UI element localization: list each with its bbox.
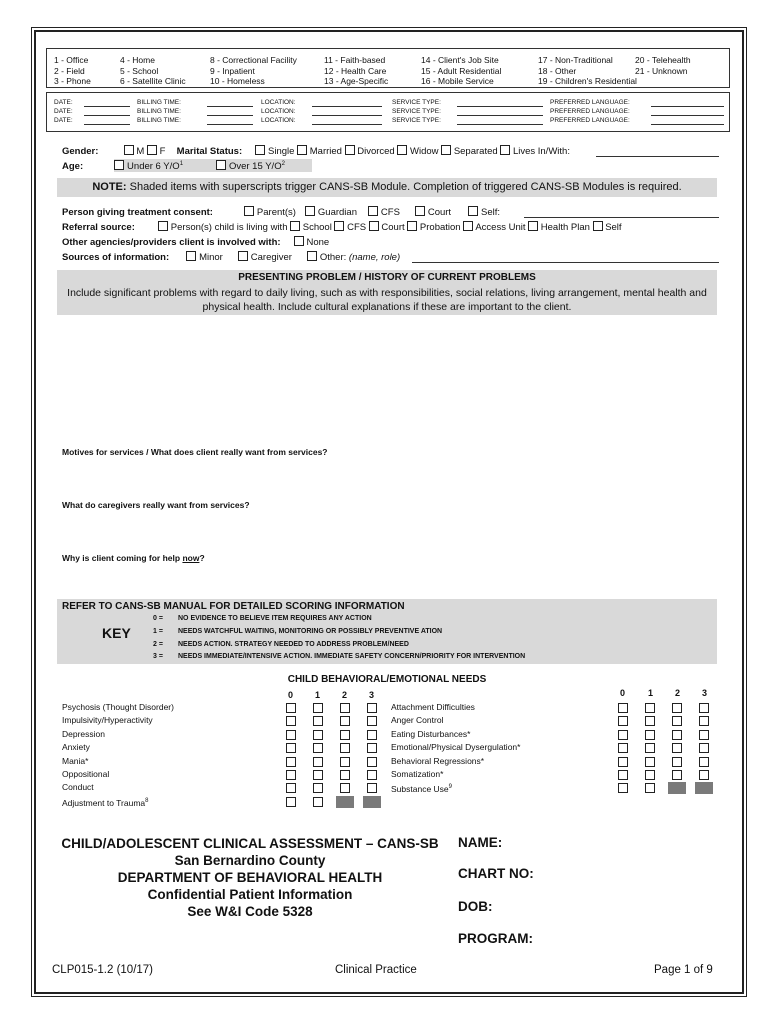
score-checkbox[interactable]	[672, 703, 682, 713]
score-checkbox[interactable]	[618, 770, 628, 780]
referral-health-plan-checkbox[interactable]	[528, 221, 538, 231]
dob-label: DOB:	[458, 899, 493, 914]
score-checkbox[interactable]	[367, 730, 377, 740]
score-cell-disabled	[668, 782, 686, 794]
need-item: Oppositional	[62, 769, 110, 780]
score-checkbox[interactable]	[286, 730, 296, 740]
consent-row: Person giving treatment consent: Parent(s) Guardian CFS Court Self:	[62, 207, 501, 218]
score-header-2-right: 2	[675, 688, 681, 698]
referral-court-checkbox[interactable]	[369, 221, 379, 231]
county-name: San Bernardino County	[174, 853, 326, 868]
sources-other-field[interactable]	[412, 262, 719, 263]
chart-no-label: CHART NO:	[458, 866, 534, 881]
need-item: Conduct	[62, 782, 94, 793]
location-codes-box	[46, 48, 730, 88]
score-checkbox[interactable]	[367, 757, 377, 767]
visit-row: DATE: BILLING TIME: LOCATION: SERVICE TYPE: PREFERRED LANGUAGE:	[54, 108, 724, 117]
codes-col-7: 20 - Telehealth 21 - Unknown	[635, 55, 691, 76]
need-item: Impulsivity/Hyperactivity	[62, 715, 153, 726]
consent-cfs-checkbox[interactable]	[368, 206, 378, 216]
score-checkbox[interactable]	[618, 757, 628, 767]
score-checkbox[interactable]	[286, 743, 296, 753]
score-checkbox[interactable]	[672, 743, 682, 753]
source-caregiver-checkbox[interactable]	[238, 251, 248, 261]
lives-with-checkbox[interactable]	[500, 145, 510, 155]
score-checkbox[interactable]	[367, 716, 377, 726]
over-15-checkbox[interactable]	[216, 160, 226, 170]
department-name: DEPARTMENT OF BEHAVIORAL HEALTH	[117, 870, 383, 885]
presenting-answer-area[interactable]	[57, 318, 717, 438]
score-checkbox[interactable]	[286, 716, 296, 726]
score-checkbox[interactable]	[672, 770, 682, 780]
need-item: Anxiety	[62, 742, 90, 753]
score-checkbox[interactable]	[286, 703, 296, 713]
codes-col-6: 17 - Non-Traditional 18 - Other 19 - Children's Residential	[538, 55, 637, 86]
visit-fields-box	[46, 92, 730, 132]
consent-self-field[interactable]	[524, 217, 719, 218]
codes-col-5: 14 - Client's Job Site 15 - Adult Residential 16 - Mobile Service	[421, 55, 502, 86]
score-checkbox[interactable]	[645, 743, 655, 753]
billing-time-field[interactable]	[207, 124, 253, 125]
consent-guardian-checkbox[interactable]	[305, 206, 315, 216]
form-title-block	[40, 835, 460, 920]
score-checkbox[interactable]	[367, 770, 377, 780]
score-checkbox[interactable]	[699, 770, 709, 780]
score-checkbox[interactable]	[313, 757, 323, 767]
score-checkbox[interactable]	[645, 716, 655, 726]
score-checkbox[interactable]	[340, 703, 350, 713]
score-checkbox[interactable]	[286, 757, 296, 767]
score-checkbox[interactable]	[645, 770, 655, 780]
presenting-title: PRESENTING PROBLEM / HISTORY OF CURRENT PROBLEMS	[238, 272, 536, 283]
score-checkbox[interactable]	[645, 783, 655, 793]
score-checkbox[interactable]	[672, 730, 682, 740]
consent-parents-checkbox[interactable]	[244, 206, 254, 216]
consent-court-checkbox[interactable]	[415, 206, 425, 216]
score-checkbox[interactable]	[313, 716, 323, 726]
source-other-checkbox[interactable]	[307, 251, 317, 261]
score-checkbox[interactable]	[340, 770, 350, 780]
referral-row: Referral source: Person(s) child is living with School CFS Court Probation Access Unit Health Plan Self	[62, 222, 622, 233]
preferred-language-field[interactable]	[651, 124, 724, 125]
referral-self-checkbox[interactable]	[593, 221, 603, 231]
score-checkbox[interactable]	[618, 730, 628, 740]
service-type-field[interactable]	[457, 115, 543, 116]
score-checkbox[interactable]	[367, 743, 377, 753]
need-item: Adjustment to Trauma$^8$	[62, 797, 149, 808]
caregivers-question: What do caregivers really want from services?	[62, 500, 250, 510]
location-field[interactable]	[312, 124, 382, 125]
score-header-3: 3	[369, 690, 375, 700]
score-checkbox[interactable]	[699, 757, 709, 767]
under-6-checkbox[interactable]	[114, 160, 124, 170]
need-item: Emotional/Physical Dysergulation*	[391, 742, 521, 753]
confidential-label: Confidential Patient Information	[147, 887, 353, 902]
score-checkbox[interactable]	[313, 743, 323, 753]
gender-f-checkbox[interactable]	[147, 145, 157, 155]
code-reference: See W&I Code 5328	[187, 904, 313, 919]
score-checkbox[interactable]	[645, 730, 655, 740]
billing-time-field[interactable]	[207, 115, 253, 116]
date-field[interactable]	[84, 115, 130, 116]
left-needs-list	[62, 701, 174, 810]
score-checkbox[interactable]	[340, 743, 350, 753]
score-checkbox[interactable]	[367, 783, 377, 793]
score-checkbox[interactable]	[286, 797, 296, 807]
service-type-field[interactable]	[457, 106, 543, 107]
score-cell-disabled	[363, 796, 381, 808]
key-label: KEY	[102, 625, 131, 641]
score-checkbox[interactable]	[286, 770, 296, 780]
score-checkbox[interactable]	[699, 730, 709, 740]
need-item: Attachment Difficulties	[391, 702, 475, 712]
need-item: Depression	[62, 728, 105, 739]
date-field[interactable]	[84, 106, 130, 107]
codes-col-1: 1 - Office 2 - Field 3 - Phone	[54, 55, 91, 86]
score-header-3-right: 3	[702, 688, 708, 698]
gender-m-checkbox[interactable]	[124, 145, 134, 155]
score-checkbox[interactable]	[340, 716, 350, 726]
why-now-answer-area[interactable]	[57, 567, 717, 597]
score-cell-disabled	[695, 782, 713, 794]
need-item: Psychosis (Thought Disorder)	[62, 702, 174, 712]
referral-person-checkbox[interactable]	[158, 221, 168, 231]
motives-question: Motives for services / What does client really want from services?	[62, 447, 328, 457]
score-header-1: 1	[315, 690, 321, 700]
separated-checkbox[interactable]	[441, 145, 451, 155]
why-now-question: Why is client coming for help now?	[62, 553, 205, 563]
need-item: Eating Disturbances*	[391, 728, 471, 739]
score-checkbox[interactable]	[286, 783, 296, 793]
need-item: Behavioral Regressions*	[391, 755, 485, 766]
need-item: Substance Use$^9$	[391, 784, 452, 795]
gender-row: Gender: M F Marital Status: Single Married Divorced Widow Separated Lives In/With:	[62, 146, 570, 157]
billing-time-field[interactable]	[207, 106, 253, 107]
score-checkbox[interactable]	[699, 716, 709, 726]
need-item: Somatization*	[391, 769, 444, 780]
service-type-field[interactable]	[457, 124, 543, 125]
score-header-0-right: 0	[620, 688, 626, 698]
codes-col-2: 4 - Home 5 - School 6 - Satellite Clinic	[120, 55, 186, 86]
visit-row: DATE: BILLING TIME: LOCATION: SERVICE TYPE: PREFERRED LANGUAGE:	[54, 99, 724, 108]
score-checkbox[interactable]	[699, 743, 709, 753]
divorced-checkbox[interactable]	[345, 145, 355, 155]
caregivers-answer-area[interactable]	[57, 514, 717, 550]
preferred-language-field[interactable]	[651, 106, 724, 107]
score-checkbox[interactable]	[313, 797, 323, 807]
score-header-1-right: 1	[648, 688, 654, 698]
agencies-row: Other agencies/providers client is involved with: None	[62, 237, 330, 248]
married-checkbox[interactable]	[297, 145, 307, 155]
source-minor-checkbox[interactable]	[186, 251, 196, 261]
note-text: NOTE: Shaded items with superscripts trigger CANS-SB Module. Completion of triggered CANS-SB Modules is required.	[92, 181, 682, 193]
form-number: CLP015-1.2 (10/17)	[52, 964, 154, 976]
age-row: Age: Under 6 $Y/O^1$ Over 15 $Y/O^2$	[62, 160, 285, 172]
score-checkbox[interactable]	[618, 716, 628, 726]
location-field[interactable]	[312, 115, 382, 116]
score-header-0: 0	[288, 690, 294, 700]
agencies-none-checkbox[interactable]	[294, 236, 304, 246]
presenting-text: Include significant problems with regard to daily living, such as with responsibilities, social relations, living arrangement, mental health and physical health. Include cultural explanations if these are important to the client.	[67, 287, 707, 313]
right-needs-list	[391, 701, 520, 797]
referral-cfs-checkbox[interactable]	[334, 221, 344, 231]
needs-title: CHILD BEHAVIORAL/EMOTIONAL NEEDS	[287, 674, 487, 685]
location-field[interactable]	[312, 106, 382, 107]
visit-row: DATE: BILLING TIME: LOCATION: SERVICE TYPE: PREFERRED LANGUAGE:	[54, 117, 724, 126]
consent-self-checkbox[interactable]	[468, 206, 478, 216]
need-item: Mania*	[62, 755, 89, 766]
form-title: CHILD/ADOLESCENT CLINICAL ASSESSMENT – CANS-SB	[61, 836, 439, 851]
score-checkbox[interactable]	[618, 783, 628, 793]
score-checkbox[interactable]	[672, 716, 682, 726]
score-checkbox[interactable]	[618, 743, 628, 753]
sources-row: Sources of information: Minor Caregiver Other: (name, role)	[62, 252, 401, 263]
score-checkbox[interactable]	[313, 703, 323, 713]
score-checkbox[interactable]	[313, 730, 323, 740]
page-number: Page 1 of 9	[654, 964, 713, 976]
referral-school-checkbox[interactable]	[290, 221, 300, 231]
key-title: REFER TO CANS-SB MANUAL FOR DETAILED SCORING INFORMATION	[62, 601, 405, 612]
score-checkbox[interactable]	[672, 757, 682, 767]
program-label: PROGRAM:	[458, 931, 533, 946]
preferred-language-field[interactable]	[651, 115, 724, 116]
score-checkbox[interactable]	[618, 703, 628, 713]
score-checkbox[interactable]	[313, 770, 323, 780]
score-checkbox[interactable]	[340, 730, 350, 740]
lives-with-field[interactable]	[596, 156, 719, 157]
score-cell-disabled	[336, 796, 354, 808]
referral-access-unit-checkbox[interactable]	[463, 221, 473, 231]
referral-probation-checkbox[interactable]	[407, 221, 417, 231]
single-checkbox[interactable]	[255, 145, 265, 155]
date-field[interactable]	[84, 124, 130, 125]
codes-col-4: 11 - Faith-based 12 - Health Care 13 - Age-Specific	[324, 55, 389, 86]
score-checkbox[interactable]	[645, 703, 655, 713]
score-header-2: 2	[342, 690, 348, 700]
score-checkbox[interactable]	[340, 757, 350, 767]
widow-checkbox[interactable]	[397, 145, 407, 155]
codes-col-3: 8 - Correctional Facility 9 - Inpatient 10 - Homeless	[210, 55, 297, 86]
score-checkbox[interactable]	[645, 757, 655, 767]
score-checkbox[interactable]	[340, 783, 350, 793]
motives-answer-area[interactable]	[57, 461, 717, 497]
score-checkbox[interactable]	[367, 703, 377, 713]
score-checkbox[interactable]	[313, 783, 323, 793]
score-checkbox[interactable]	[699, 703, 709, 713]
footer-center: Clinical Practice	[335, 964, 417, 976]
name-label: NAME:	[458, 835, 503, 850]
need-item: Anger Control	[391, 715, 444, 726]
